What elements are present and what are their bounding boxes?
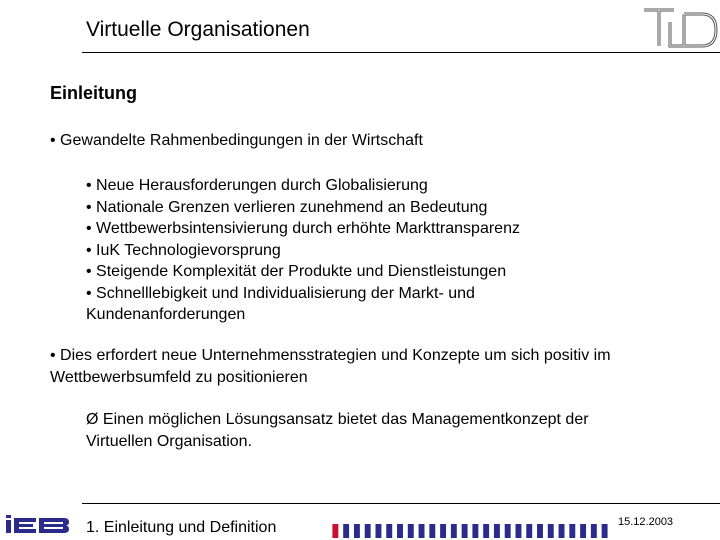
- footer-divider: [82, 503, 720, 504]
- sub-bullet-item: • Nationale Grenzen verlieren zunehmend an Bedeutung: [86, 198, 488, 216]
- ieb-logo-icon: [6, 515, 70, 535]
- bullet-strategien: [50, 345, 710, 388]
- progress-segment: [472, 524, 478, 538]
- sub-bullet-item: • Schnelllebigkeit und Individualisierung der Markt- und: [86, 284, 475, 302]
- title-divider: [82, 52, 720, 53]
- footer-date: 15.12.2003: [618, 516, 674, 528]
- progress-segment: [494, 524, 500, 538]
- progress-segment: [386, 524, 392, 538]
- progress-segment: [376, 524, 382, 538]
- conclusion-bullet: [86, 409, 686, 452]
- progress-segment: [451, 524, 457, 538]
- sub-bullet-item-continuation: Kundenanforderungen: [86, 306, 246, 323]
- section-heading: Einleitung: [50, 83, 137, 103]
- progress-segment: [483, 524, 489, 538]
- sub-bullet-item: • IuK Technologievorsprung: [86, 241, 281, 259]
- conclusion-line: Ø Einen möglichen Lösungsansatz bietet das Managementkonzept der: [86, 411, 589, 428]
- progress-segment: [462, 524, 468, 538]
- progress-segment: [365, 524, 371, 538]
- progress-indicator: [330, 523, 610, 539]
- progress-segment: [354, 524, 360, 538]
- bullet-rahmenbedingungen: • Gewandelte Rahmenbedingungen in der Wirtschaft: [50, 132, 423, 149]
- progress-segment: [332, 524, 338, 538]
- sub-bullet-list: [86, 175, 686, 326]
- progress-segment: [516, 524, 522, 538]
- progress-segment: [397, 524, 403, 538]
- progress-segment: [419, 524, 425, 538]
- progress-segment: [569, 524, 575, 538]
- bullet-strategien-line: • Dies erfordert neue Unternehmensstrategien und Konzepte um sich positiv im: [50, 347, 611, 364]
- progress-segment: [602, 524, 608, 538]
- sub-bullet-item: • Steigende Komplexität der Produkte und Dienstleistungen: [86, 263, 507, 280]
- progress-segment: [526, 524, 532, 538]
- progress-segment: [429, 524, 435, 538]
- progress-segment: [343, 524, 349, 538]
- progress-segment: [408, 524, 414, 538]
- conclusion-line: Virtuellen Organisation.: [86, 432, 253, 450]
- progress-segment: [580, 524, 586, 538]
- progress-segment: [548, 524, 554, 538]
- progress-segment: [537, 524, 543, 538]
- tud-logo-icon: [640, 4, 720, 50]
- progress-segment: [559, 524, 565, 538]
- progress-segment: [505, 524, 511, 538]
- page-title: Virtuelle Organisationen: [86, 18, 310, 41]
- footer-section-label: 1. Einleitung und Definition: [86, 519, 277, 536]
- sub-bullet-item: • Wettbewerbsintensivierung durch erhöhte Markttransparenz: [86, 220, 520, 237]
- progress-segment: [591, 524, 597, 538]
- sub-bullet-item: • Neue Herausforderungen durch Globalisierung: [86, 177, 428, 194]
- progress-segment: [440, 524, 446, 538]
- bullet-strategien-line: Wettbewerbsumfeld zu positionieren: [50, 368, 308, 386]
